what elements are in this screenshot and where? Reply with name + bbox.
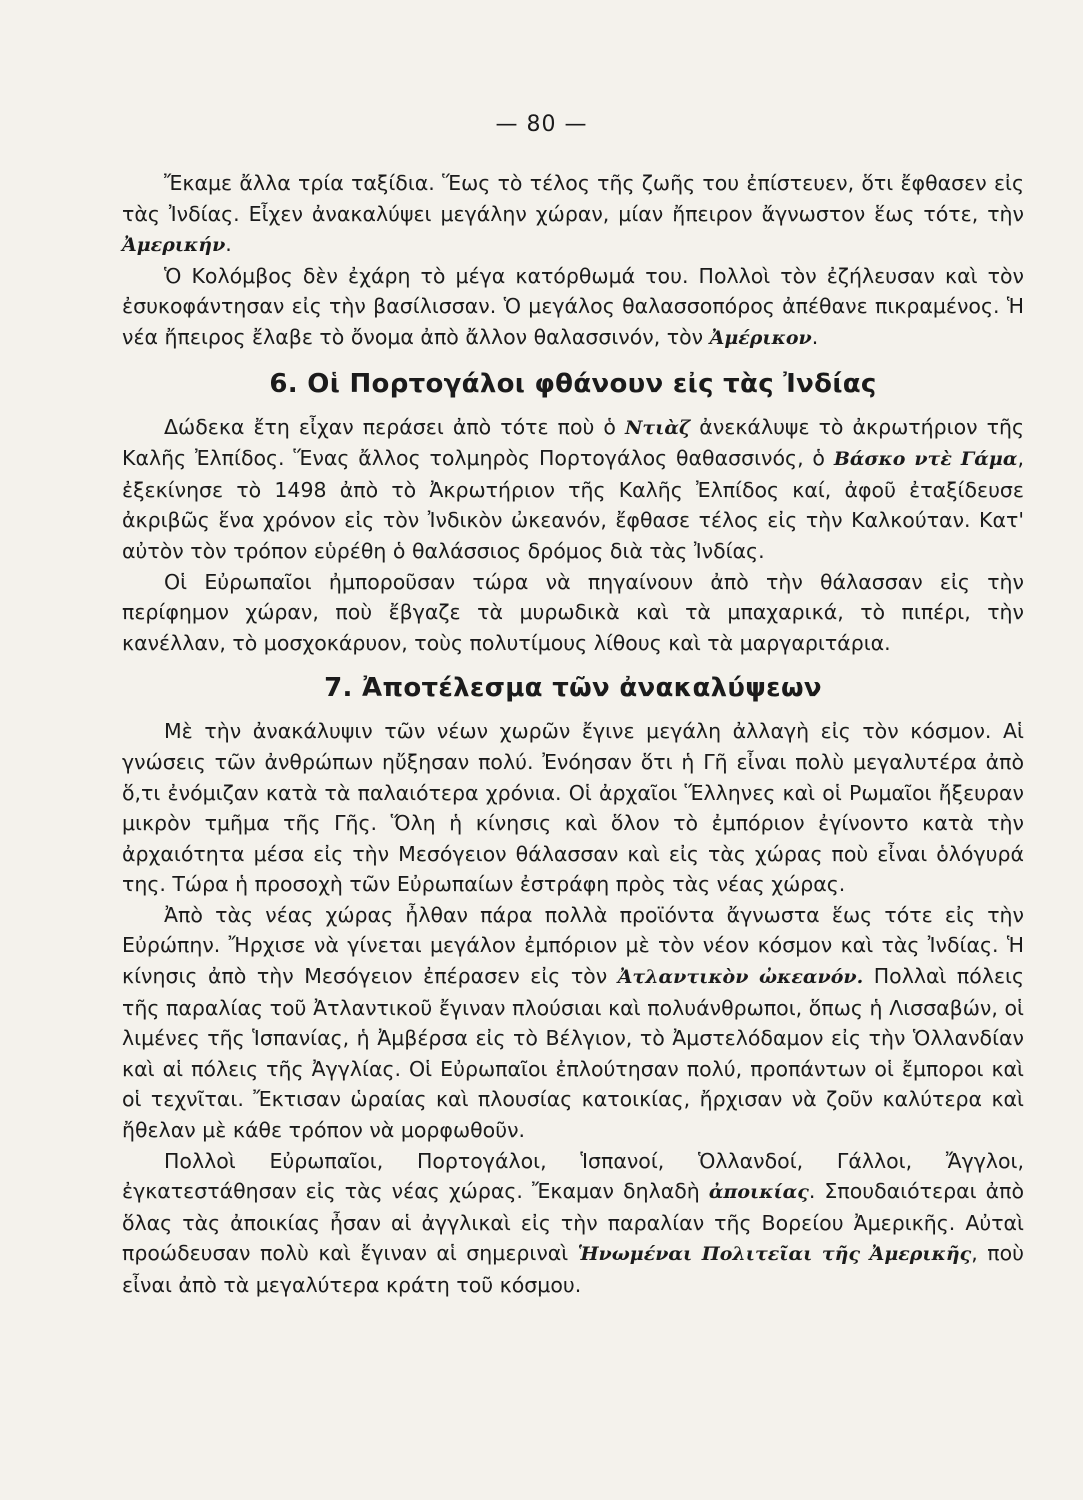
emphasis-united-states: Ἡνωμέναι Πολιτεῖαι τῆς Ἀμερικῆς (577, 1243, 972, 1266)
text-run: Δώδεκα ἔτη εἶχαν περάσει ἀπὸ τότε ποὺ ὁ (164, 414, 626, 439)
emphasis-amerigo: Ἀμέρικον (709, 326, 812, 349)
section-heading-7: 7. Ἀποτέλεσμα τῶν ἀνακαλύψεων (324, 673, 822, 704)
text-run: . Σπουδαιότεραι ἀπὸ ὅλας τὰς ἀποικίας ἦσαν αἱ ἀγγλικαὶ εἰς τὴν παραλίαν τῆς Βορείου Ἀμερικῆς. Αὐταὶ προώδευσαν πολὺ καὶ ἔγιναν αἱ σημεριναὶ (122, 1179, 1024, 1266)
emphasis-colonies: ἀποικίας (708, 1181, 809, 1204)
paragraph-1 (122, 168, 1024, 261)
text-run: . (225, 232, 232, 257)
text-run: ἀνεκάλυψε τὸ ἀκρωτήριον τῆς Καλῆς Ἐλπίδος. Ἕνας ἄλλος τολμηρὸς Πορτογάλος θαθασσινός, ὁ (122, 414, 1024, 471)
text-run: Ὁ Κολόμβος δὲν ἐχάρη τὸ μέγα κατόρθωμά του. Πολλοὶ τὸν ἐζήλευσαν καὶ τὸν ἐσυκοφάντησαν εἰς τὴν βασίλισσαν. Ὁ μεγάλος θαλασσοπόρος ἀπέθανε πικραμένος. Ἡ νέα ἤπειρος ἔλαβε τὸ ὄνομα ἀπὸ ἄλλον θαλασσινόν, τὸν (122, 263, 1024, 349)
emphasis-atlantic: Ἀτλαντικὸν ὠκεανόν. (617, 966, 864, 989)
paragraph-2 (122, 261, 1024, 354)
emphasis-vasco-da-gama: Βάσκο ντὲ Γάμα (833, 448, 1018, 471)
emphasis-america: Ἀμερικήν (122, 234, 226, 257)
page-number: — 80 — (495, 112, 588, 137)
paragraph-7 (122, 1146, 1024, 1301)
paragraph-4: Οἱ Εὐρωπαῖοι ἠμποροῦσαν τώρα νὰ πηγαίνουν ἀπὸ τὴν θάλασσαν εἰς τὴν περίφημον χώραν, ποὺ ἔβγαζε τὰ μυρωδικὰ καὶ τὰ μπαχαρικά, τὸ πιπέρι, τὴν κανέλλαν, τὸ μοσχοκάρυον, τοὺς πολυτίμους λίθους καὶ τὰ μαργαριτάρια. (122, 569, 1024, 655)
text-run: Πολλαὶ πόλεις τῆς παραλίας τοῦ Ἀτλαντικοῦ ἔγιναν πλούσιαι καὶ πολυάνθρωποι, ὅπως ἡ Λισσαβών, οἱ λιμένες τῆς Ἱσπανίας, ἡ Ἀμβέρσα εἰς τὸ Βέλγιον, τὸ Ἀμστελόδαμον εἰς τὴν Ὁλλανδίαν καὶ αἱ πόλεις τῆς Ἀγγλίας. Οἱ Εὐρωπαῖοι ἐπλούτησαν πολύ, προπάντων οἱ ἔμποροι καὶ οἱ τεχνῖται. Ἔκτισαν ὡραίας καὶ πλουσίας κατοικίας, ἤρχισαν νὰ ζοῦν καλύτερα καὶ ἤθελαν μὲ κάθε τρόπον νὰ μορφωθοῦν. (122, 964, 1024, 1143)
section-heading-6: 6. Οἱ Πορτογάλοι φθάνουν εἰς τὰς Ἰνδίας (269, 368, 877, 399)
paragraph-3 (122, 412, 1024, 567)
emphasis-diaz: Ντιὰζ (625, 416, 691, 439)
text-run: , ἐξεκίνησε τὸ 1498 ἀπὸ τὸ Ἀκρωτήριον τῆς Καλῆς Ἐλπίδος καί, ἀφοῦ ἐταξίδευσε ἀκριβῶς ἕνα χρόνον εἰς τὸν Ἰνδικὸν ὠκεανόν, ἔφθασε τέλος εἰς τὴν Καλκούταν. Κατ' αὐτὸν τὸν τρόπον εὑρέθη ὁ θαλάσσιος δρόμος διὰ τὰς Ἰνδίας. (122, 446, 1024, 563)
text-run: , ποὺ εἶναι ἀπὸ τὰ μεγαλύτερα κράτη τοῦ κόσμου. (122, 1241, 1024, 1297)
text-run: Ἔκαμε ἄλλα τρία ταξίδια. Ἕως τὸ τέλος τῆς ζωῆς του ἐπίστευεν, ὅτι ἔφθασεν εἰς τὰς Ἰνδίας. Εἶχεν ἀνακαλύψει μεγάλην χώραν, μίαν ἤπειρον ἄγνωστον ἕως τότε, τὴν (122, 171, 1024, 226)
text-run: Ἀπὸ τὰς νέας χώρας ἦλθαν πάρα πολλὰ προϊόντα ἄγνωστα ἕως τότε εἰς τὴν Εὐρώπην. Ἤρχισε νὰ γίνεται μεγάλον ἐμπόριον μὲ τὸν νέον κόσμον καὶ τὰς Ἰνδίας. Ἡ κίνησις ἀπὸ τὴν Μεσόγειον ἐπέρασεν εἰς τὸν (122, 902, 1024, 989)
paragraph-5: Μὲ τὴν ἀνακάλυψιν τῶν νέων χωρῶν ἔγινε μεγάλη ἀλλαγὴ εἰς τὸν κόσμον. Αἱ γνώσεις τῶν ἀνθρώπων ηὔξησαν πολύ. Ἐνόησαν ὅτι ἡ Γῆ εἶναι πολὺ μεγαλυτέρα ἀπὸ ὅ,τι ἐνόμιζαν κατὰ τὰ παλαιότερα χρόνια. Οἱ ἀρχαῖοι Ἕλληνες καὶ οἱ Ρωμαῖοι ἤξευραν μικρὸν τμῆμα τῆς Γῆς. Ὅλη ἡ κίνησις καὶ ὅλον τὸ ἐμπόριον ἐγίνοντο κατὰ τὴν ἀρχαιότητα μέσα εἰς τὴν Μεσόγειον θάλασσαν καὶ εἰς τὰς χώρας ποὺ εἶναι ὁλόγυρά της. Τώρα ἡ προσοχὴ τῶν Εὐρωπαίων ἐστράφη πρὸς τὰς νέας χώρας. (122, 719, 1024, 897)
text-run: . (811, 324, 819, 349)
page-text (122, 168, 1024, 1301)
text-run: Πολλοὶ Εὐρωπαῖοι, Πορτογάλοι, Ἱσπανοί, Ὁλλανδοί, Γάλλοι, Ἄγγλοι, ἐγκατεστάθησαν εἰς τὰς νέας χώρας. Ἔκαμαν δηλαδὴ (122, 1148, 1024, 1204)
paragraph-6 (122, 900, 1024, 1146)
